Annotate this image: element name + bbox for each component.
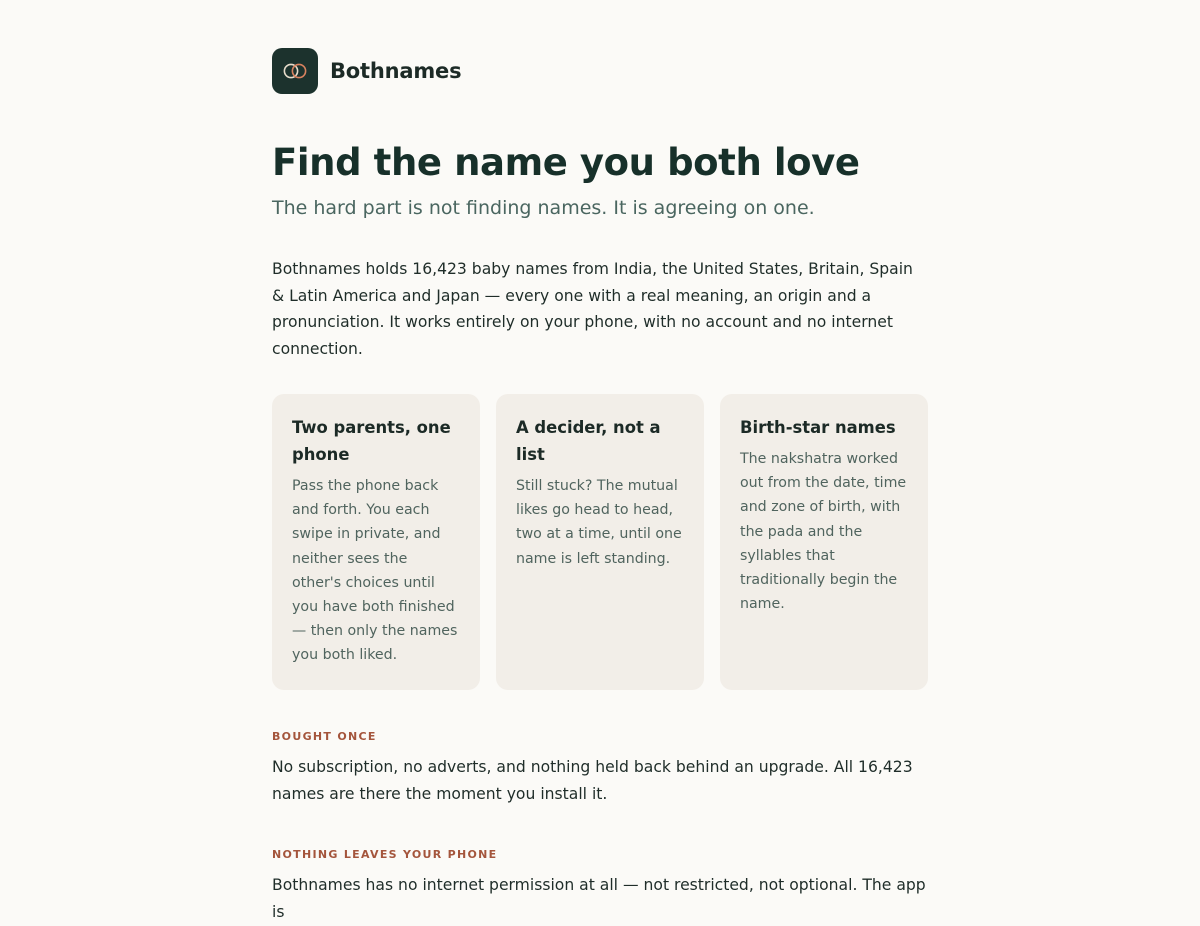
intro-paragraph: Bothnames holds 16,423 baby names from India, the United States, Britain, Spain & Latin America and Japan — every one with a real meaning, an origin and a pronunciation. It works entirely on your phone, with no account and no internet connection. <box>272 260 913 358</box>
feature-card-decider <box>496 394 704 690</box>
feature-card-text: Pass the phone back and forth. You each swipe in private, and neither sees the other's choices until you have both finished — then only the names you both liked. <box>292 478 458 664</box>
feature-card-title: Two parents, one phone <box>292 418 451 464</box>
section-label-bought-once: BOUGHT ONCE <box>272 730 377 743</box>
brand-header[interactable] <box>272 48 461 94</box>
page-title: Find the name you both love <box>272 141 860 184</box>
feature-card-title: A decider, not a list <box>516 418 661 464</box>
interlocking-rings-icon <box>280 61 310 81</box>
section-text-bought-once: No subscription, no adverts, and nothing held back behind an upgrade. All 16,423 names are there the moment you install it. <box>272 758 913 803</box>
feature-card-text: Still stuck? The mutual likes go head to head, two at a time, until one name is left standing. <box>516 478 682 567</box>
section-label-privacy: NOTHING LEAVES YOUR PHONE <box>272 848 498 861</box>
feature-cards <box>272 394 928 690</box>
page-subtitle: The hard part is not finding names. It is agreeing on one. <box>272 197 815 219</box>
feature-card-birth-star <box>720 394 928 690</box>
brand-name: Bothnames <box>330 59 462 83</box>
section-text-privacy: Bothnames has no internet permission at all — not restricted, not optional. The app is <box>272 876 926 921</box>
feature-card-text: The nakshatra worked out from the date, time and zone of birth, with the pada and the syllables that traditionally begin the name. <box>740 451 907 613</box>
feature-card-title: Birth-star names <box>740 418 896 437</box>
app-logo <box>272 48 318 94</box>
feature-card-two-parents <box>272 394 480 690</box>
